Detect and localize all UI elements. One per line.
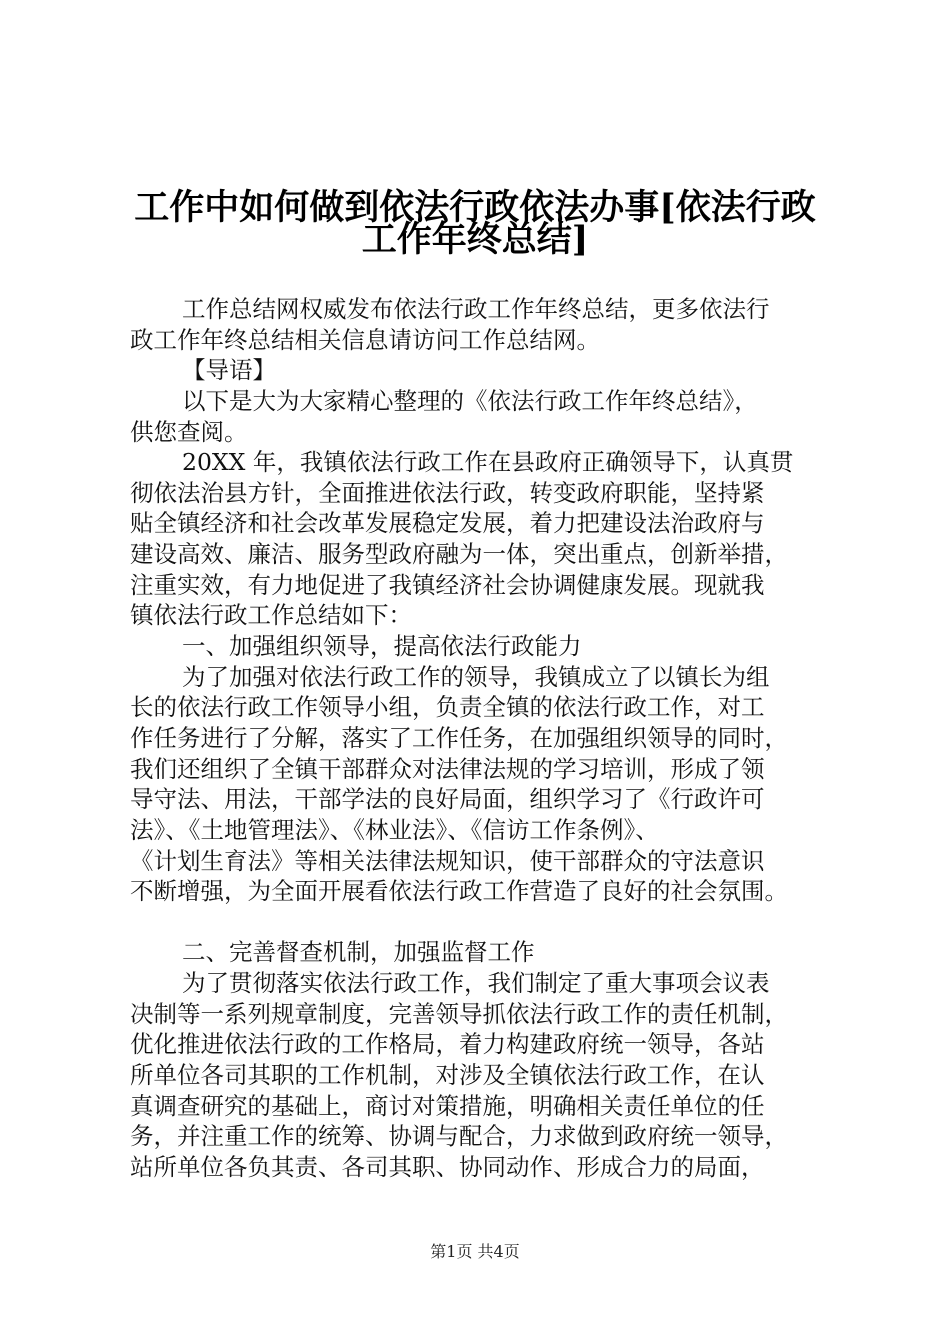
paragraph-line: 供您查阅。 <box>130 417 248 446</box>
paragraph-line: 决制等一系列规章制度，完善领导抓依法行政工作的责任机制， <box>130 999 788 1028</box>
paragraph-line: 导守法、用法，干部学法的良好局面，组织学习了《行政许可 <box>130 785 765 814</box>
blank-line <box>130 907 850 938</box>
paragraph-line: 建设高效、廉洁、服务型政府融为一体，突出重点，创新举措， <box>130 540 788 569</box>
paragraph-line: 为了贯彻落实依法行政工作，我们制定了重大事项会议表 <box>182 969 770 998</box>
paragraph-line: 二、完善督查机制，加强监督工作 <box>182 938 535 967</box>
paragraph-line: 一、加强组织领导，提高依法行政能力 <box>182 632 582 661</box>
paragraph-line: 注重实效，有力地促进了我镇经济社会协调健康发展。现就我 <box>130 570 765 599</box>
paragraph-line: 以下是大为大家精心整理的《依法行政工作年终总结》， <box>182 386 758 415</box>
paragraph-line: 为了加强对依法行政工作的领导，我镇成立了以镇长为组 <box>182 662 770 691</box>
paragraph-line: 工作总结网权威发布依法行政工作年终总结，更多依法行 <box>182 295 770 323</box>
paragraph-line: 优化推进依法行政的工作格局，着力构建政府统一领导，各站 <box>130 1030 765 1059</box>
paragraph-line: 20XX 年，我镇依法行政工作在县政府正确领导下，认真贯 <box>182 448 794 477</box>
paragraph-line: 【导语】 <box>182 356 276 385</box>
paragraph-line: 所单位各司其职的工作机制，对涉及全镇依法行政工作，在认 <box>130 1061 765 1090</box>
paragraph-line: 彻依法治县方针，全面推进依法行政，转变政府职能，坚持紧 <box>130 478 765 507</box>
paragraph-line: 务，并注重工作的统筹、协调与配合，力求做到政府统一领导， <box>130 1122 788 1151</box>
paragraph-line: 法》、《土地管理法》、《林业法》、《信访工作条例》、 <box>130 815 659 844</box>
document-title-line-1: 工作中如何做到依法行政依法办事[依法行政 <box>134 187 816 228</box>
paragraph-line: 不断增强，为全面开展看依法行政工作营造了良好的社会氛围。 <box>130 877 788 906</box>
document-body <box>130 294 850 1183</box>
paragraph-line: 《计划生育法》等相关法律法规知识，使干部群众的守法意识 <box>130 846 765 875</box>
document-title-line-2: 工作年终总结] <box>361 219 589 260</box>
paragraph-line: 长的依法行政工作领导小组，负责全镇的依法行政工作，对工 <box>130 693 765 722</box>
paragraph-line: 贴全镇经济和社会改革发展稳定发展，着力把建设法治政府与 <box>130 509 765 538</box>
page-footer: 第1页 共4页 <box>430 1242 520 1261</box>
paragraph-line: 我们还组织了全镇干部群众对法律法规的学习培训，形成了领 <box>130 754 765 783</box>
paragraph-line: 作任务进行了分解，落实了工作任务，在加强组织领导的同时， <box>130 723 788 752</box>
paragraph-line: 站所单位各负其责、各司其职、协同动作、形成合力的局面， <box>130 1152 765 1181</box>
paragraph-line: 政工作年终总结相关信息请访问工作总结网。 <box>130 325 600 354</box>
paragraph-line: 镇依法行政工作总结如下： <box>130 601 412 630</box>
paragraph-line: 真调查研究的基础上，商讨对策措施，明确相关责任单位的任 <box>130 1091 765 1120</box>
